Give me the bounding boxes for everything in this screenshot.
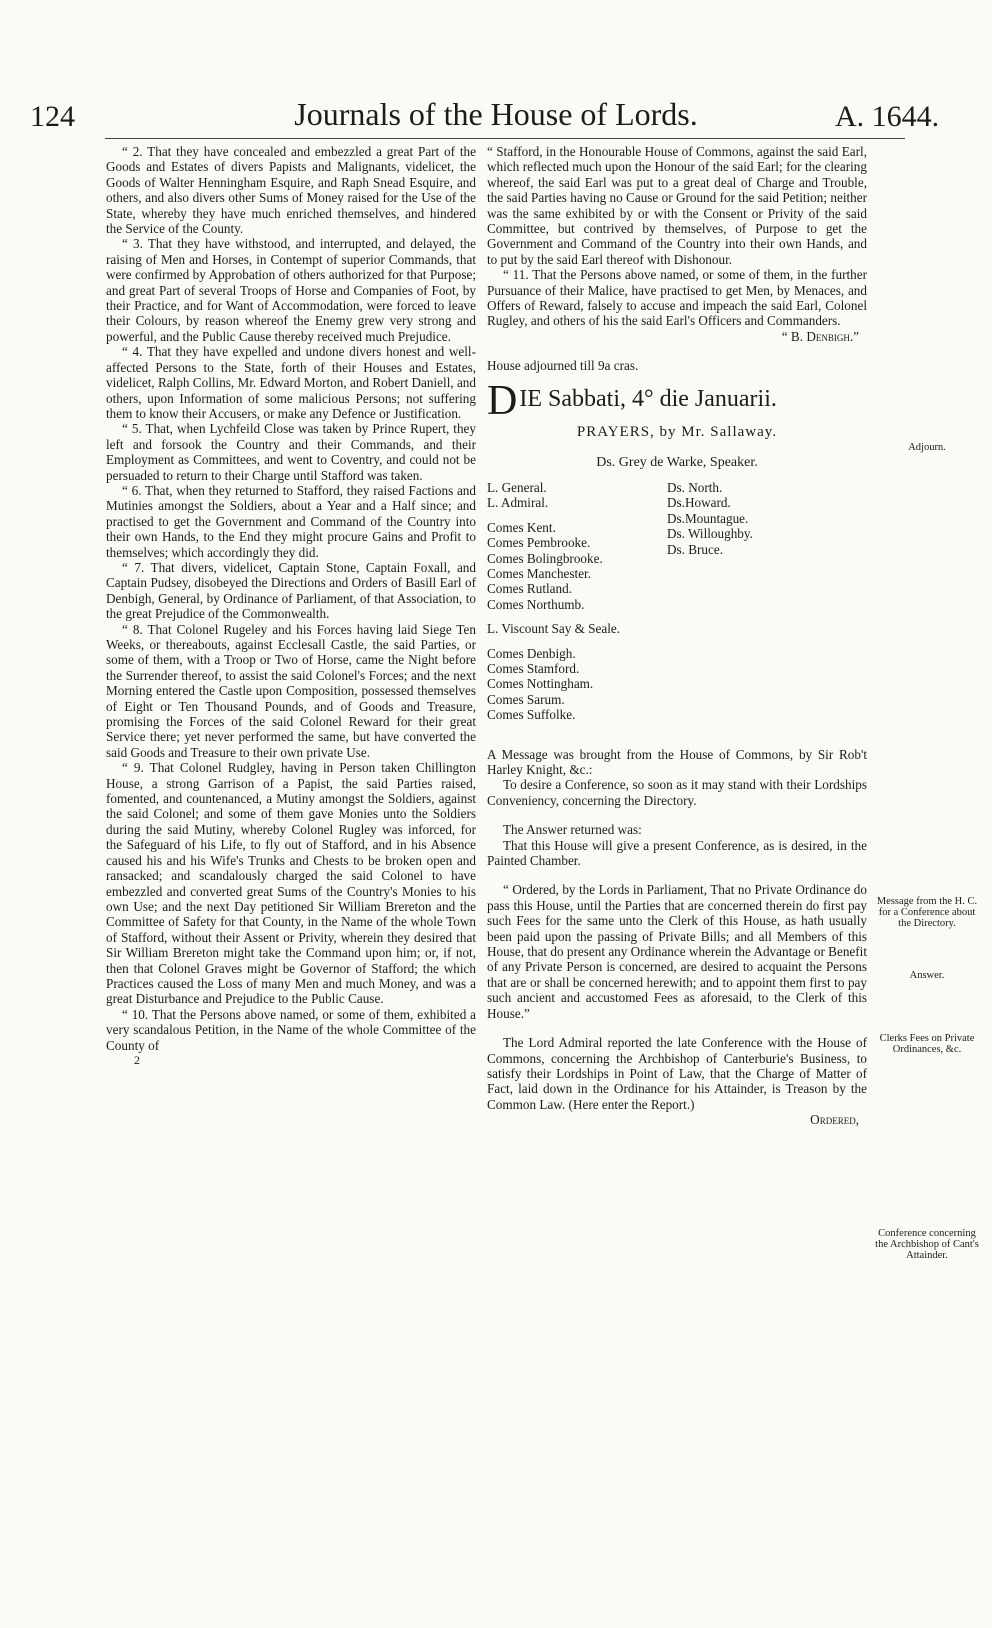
speaker-line: Ds. Grey de Warke, Speaker. (596, 454, 758, 470)
answer-intro: The Answer returned was: (503, 822, 642, 838)
attendee: Comes Manchester. (487, 565, 592, 581)
article-6: “ 6. That, when they returned to Stafford, they raised Factions and Mutinies amongst the Soldiers, about a Year and a Half since; and practised to get the Government and Command of the Country into their own Hands, to the End they might procure Gains and Profit to themselves; which accordingly they did. (106, 482, 476, 560)
margin-note-fees: Clerks Fees on Private Ordinances, &c. (879, 1033, 975, 1055)
attendee: Comes Sarum. (487, 691, 565, 707)
page-number: 124 (30, 100, 75, 133)
attendance-list (487, 480, 867, 723)
margin-note-message: Message from the H. C. for a Conference about the Directory. (876, 896, 978, 929)
prayers-line: PRAYERS, by Mr. Sallaway. (576, 424, 778, 441)
article-2: “ 2. That they have concealed and embezzled a great Part of the Goods and Estates of divers Papists and Malignants, videlicet, the Goods of Walter Henningham Esquire, and Raph Snead Esquire, and others, and also divers other Sums of Money raised for the Use of the State, whereby they have much enriched themselves, and hindered the Service of the County. (106, 144, 476, 237)
attendee: Comes Suffolke. (487, 707, 576, 723)
margin-note-conference: Conference concerning the Archbishop of Cant's Attainder. (875, 1228, 979, 1261)
attendee: Comes Denbigh. (487, 645, 576, 661)
attendee: Comes Kent. (487, 519, 556, 535)
attendance-gap (487, 511, 657, 520)
article-7: “ 7. That divers, videlicet, Captain Stone, Captain Foxall, and Captain Pudsey, disobeyed the Directions and Orders of Basill Earl of Denbigh, General, by Ordinance of Parliament, of that Association, to the great Prejudice of the Commonwealth. (106, 559, 476, 622)
spacer (487, 1021, 867, 1035)
drop-capital: D (487, 377, 518, 424)
running-head: Journals of the House of Lords. (294, 96, 698, 132)
article-5: “ 5. That, when Lychfeild Close was taken by Prince Rupert, they left and forsook the Country and their Commands, and their Employment as Committees, and went to Coventry, and could not be persuaded to return to their Charge until Stafford was taken. (106, 421, 476, 483)
attendee: L. Viscount Say & Seale. (487, 621, 621, 637)
attendee: Comes Pembrooke. (487, 535, 591, 551)
attendance-right (667, 480, 827, 723)
attendee: Comes Stamford. (487, 660, 580, 676)
message-from-commons: A Message was brought from the House of Commons, by Sir Rob't Harley Knight, &c.: (487, 746, 867, 777)
day-heading (487, 377, 867, 424)
left-column (106, 144, 476, 1068)
message-purpose: To desire a Conference, so soon as it may stand with their Lordships Conveniency, concerning the Directory. (487, 777, 867, 808)
attendee: Ds. Willoughby. (667, 526, 753, 542)
article-8: “ 8. That Colonel Rugeley and his Forces having laid Siege Ten Weeks, or thereabouts, against Ecclesall Castle, the said Parties, or some of them, with a Troop or Two of Horse, came the Night before the Surrender thereof, to assist the said Colonel's Forces; and the next Morning entered the Castle upon Composition, possessed themselves of Eight or Ten Thousand Pounds, and of Goods and Treasure, promising the Forces of the said Colonel Reward for their great Service there; yet never performed the same, but have converted the said Goods and Treasure to their own private Use. (106, 621, 476, 760)
catchword: Ordered, (810, 1112, 859, 1128)
conference-report: The Lord Admiral reported the late Conference with the House of Commons, concerning the Archbishop of Canterburie's Business, to satisfy their Lordships in Point of Law, that the Charge of Matter of Fact, laid down in the Ordinance for his Attainder, is Treason by the Common Law. (Here enter the Report.) (487, 1035, 867, 1112)
day-heading-text: IE Sabbati, 4° die Januarii. (519, 385, 777, 412)
attendance-left (487, 480, 657, 723)
signature-mark: 2 (134, 1052, 140, 1067)
article-11: “ 11. That the Persons above named, or some of them, in the further Pursuance of their Malice, have practised to get Men, by Menaces, and Offers of Reward, falsely to accuse and impeach the said Earl, Colonel Rugley, and others of his the said Earl's Officers and Commanders. (487, 267, 867, 329)
attendee: L. General. (487, 479, 547, 495)
margin-note-answer: Answer. (909, 970, 945, 981)
attendee: Ds. Bruce. (667, 541, 724, 557)
order-private-fees: “ Ordered, by the Lords in Parliament, That no Private Ordinance do pass this House, until the Parties that are concerned therein do first pay such Fees for the same unto the Clerk of this House, as hath usually been paid upon the passing of Private Bills; and all Members of this House, that do present any Ordinance wherein the Advantage or Benefit of any Private Person is concerned, are desired to acquaint the Persons that are or shall be concerned herewith; and to appoint them first to pay such ancient and accustomed Fees as aforesaid, to the Clerk of this House.” (487, 882, 867, 1021)
article-10-continuation: “ Stafford, in the Honourable House of Commons, against the said Earl, which reflected much upon the Honour of the said Earl; for the clearing whereof, the said Earl was put to a great deal of Charge and Trouble, the said Parties having no Cause or Ground for the said Petition; neither was the same exhibited by or with the Consent or Privity of the said Committee, but contrived by themselves, of Purpose to get the Government and Command of the Country into their own Hands, and to put by the said Earl thereof with Dishonour. (487, 144, 867, 267)
running-year: A. 1644. (835, 100, 940, 133)
attendance-gap (487, 612, 657, 621)
header-rule (105, 138, 905, 139)
attendee: Comes Rutland. (487, 581, 572, 597)
signature: “ B. Denbigh.” (781, 328, 859, 344)
attendee: Comes Nottingham. (487, 676, 594, 692)
article-4: “ 4. That they have expelled and undone divers honest and well-affected Persons to the State, forth of their Houses and Estates, videlicet, Ralph Collins, Mr. Edward Morton, and Robert Daniell, and others, upon Information of some malicious Persons; not suffering them to know their Accusers, or make any Defence or Justification. (106, 344, 476, 421)
margin-note-adjourn: Adjourn. (908, 442, 946, 453)
right-column (487, 144, 867, 1128)
attendee: Ds. North. (667, 479, 723, 495)
attendee: Comes Northumb. (487, 596, 585, 612)
article-10: “ 10. That the Persons above named, or some of them, exhibited a very scandalous Petition, in the Name of the whole Committee of the County of (106, 1006, 476, 1053)
attendance-gap (487, 637, 657, 646)
answer-text: That this House will give a present Conference, as is desired, in the Painted Chamber. (487, 837, 867, 869)
attendee: Ds.Howard. (667, 495, 731, 511)
article-9: “ 9. That Colonel Rudgley, having in Person taken Chillington House, a strong Garrison of a Papist, the said Parties raised, fomented, and countenanced, a Mutiny amongst the Soldiers, against the said Colonel; and some of them gave Monies unto the Soldiers during the said Mutiny, whereby Colonel Rugley was inforced, for the Safeguard of his Life, to fly out of Stafford, and in his Absence caused his and his Wife's Trunks and Chests to be broken open and ransacked; and scandalously charged the said Colonel to have embezzled and converted great Sums of the Country's Monies to his own Use; and the next Day petitioned Sir William Brereton and the Committee of Safety for that County, in the Name of the whole Town of Stafford, without their Assent or Privity, wherein they desired that Sir William Brereton might take the Command upon him; or, if not, then that Colonel Graves might be Governor of Stafford; the which Practices caused the Loss of many Men and much Money, and was a great Disturbance and Prejudice to the Public Cause. (106, 760, 476, 1007)
attendee: L. Admiral. (487, 495, 549, 511)
spacer (487, 868, 867, 882)
attendee: Comes Bolingbrooke. (487, 550, 603, 566)
attendee: Ds.Mountague. (667, 510, 749, 526)
spacer (487, 808, 867, 822)
article-3: “ 3. That they have withstood, and interrupted, and delayed, the raising of Men and Horses, in Contempt of superior Commands, that were confirmed by Approbation of others authorized for that Purpose; and great Part of several Troops of Horse and Companies of Foot, by their Practice, and for Want of Accommodation, were forced to leave their Colours, by reason whereof the Enemy grew very strong and powerful, and the Public Cause thereby received much Prejudice. (106, 236, 476, 344)
adjournment: House adjourned till 9a cras. (487, 358, 639, 374)
